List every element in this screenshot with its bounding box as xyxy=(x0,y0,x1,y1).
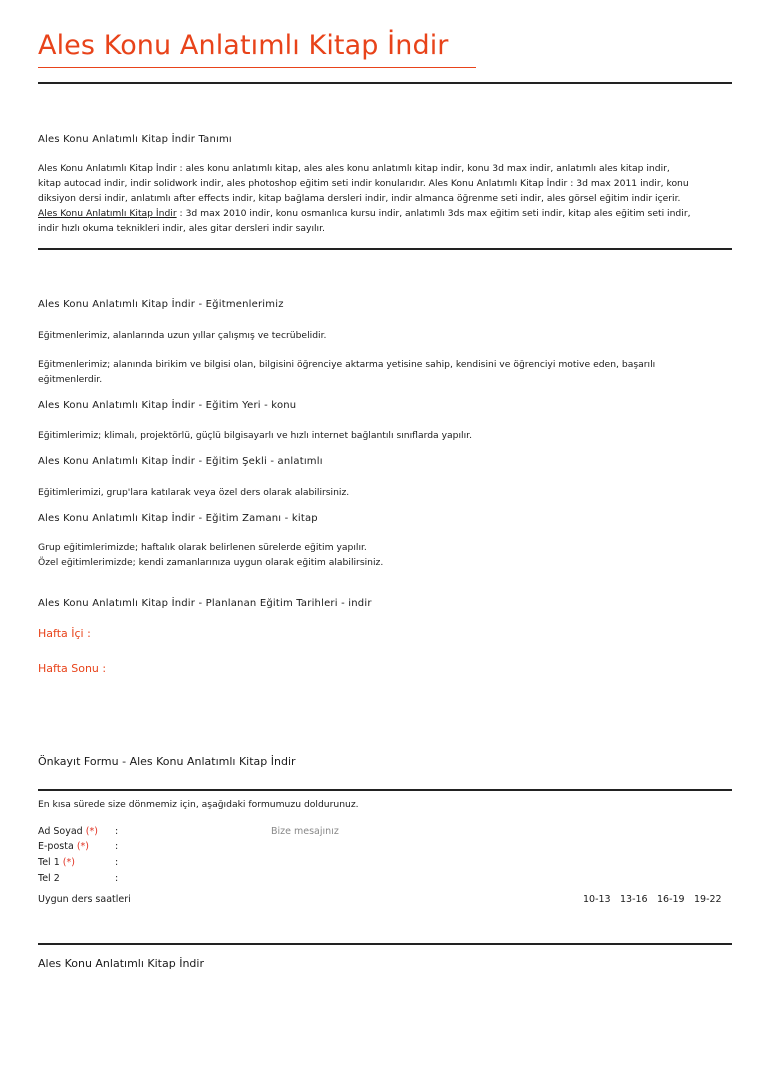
hours-label: Uygun ders saatleri xyxy=(38,894,131,905)
divider-footer xyxy=(38,943,732,945)
tanim-line-5: indir hızlı okuma teknikleri indir, ales gitar dersleri indir sayılır. xyxy=(38,223,325,234)
sekil-heading: Ales Konu Anlatımlı Kitap İndir - Eğitim Şekli - anlatımlı xyxy=(38,456,323,467)
egitmen-p2: Eğitmenlerimiz; alanında birikim ve bilgisi olan, bilgisini öğrenciye aktarma yetisine sahip, kendisini ve öğrenciyi motive eden, başarılı eğitmenlerdir. xyxy=(38,359,656,385)
divider-form xyxy=(38,789,732,791)
form-intro: En kısa sürede size dönmemiz için, aşağıdaki formumuzu doldurunuz. xyxy=(38,799,359,810)
tanim-link[interactable]: Ales Konu Anlatımlı Kitap İndir xyxy=(38,208,177,219)
required-mark: (*) xyxy=(76,841,89,852)
hour-option-10-13[interactable]: 10-13 xyxy=(583,894,611,905)
field-label-ad-soyad[interactable]: Ad Soyad (*) xyxy=(38,826,98,837)
zaman-paragraph: Grup eğitimlerimizde; haftalık olarak belirlenen sürelerde eğitim yapılır. Özel eğitimlerimizde; kendi zamanlarınıza uygun olarak eğitim alabilirsiniz. xyxy=(38,542,384,568)
zaman-heading: Ales Konu Anlatımlı Kitap İndir - Eğitim Zamanı - kitap xyxy=(38,513,318,524)
field-label-tel2[interactable]: Tel 2 xyxy=(38,873,60,884)
required-mark: (*) xyxy=(85,826,98,837)
hour-option-13-16[interactable]: 13-16 xyxy=(620,894,648,905)
tanim-line-1: Ales Konu Anlatımlı Kitap İndir : ales konu anlatımlı kitap, ales ales konu anlatımlı kitap indir, konu 3d max indir, anlatımlı ales kitap indir, xyxy=(38,163,670,174)
tanim-heading: Ales Konu Anlatımlı Kitap İndir Tanımı xyxy=(38,134,232,145)
divider-top xyxy=(38,82,732,84)
form-title: Önkayıt Formu - Ales Konu Anlatımlı Kitap İndir xyxy=(38,755,296,768)
hour-option-16-19[interactable]: 16-19 xyxy=(657,894,685,905)
tanim-paragraph xyxy=(38,161,732,236)
page-title: Ales Konu Anlatımlı Kitap İndir xyxy=(38,30,449,61)
field-label-eposta[interactable]: E-posta (*) xyxy=(38,841,89,852)
footer-text: Ales Konu Anlatımlı Kitap İndir xyxy=(38,957,204,970)
sekil-paragraph: Eğitimlerimizi, grup'lara katılarak veya özel ders olarak alabilirsiniz. xyxy=(38,487,350,498)
field-label-tel1[interactable]: Tel 1 (*) xyxy=(38,857,75,868)
hafta-sonu-label: Hafta Sonu : xyxy=(38,662,107,675)
yer-paragraph: Eğitimlerimiz; klimalı, projektörlü, güçlü bilgisayarlı ve hızlı internet bağlantılı sınıflarda yapılır. xyxy=(38,430,472,441)
title-underline xyxy=(38,67,476,68)
required-mark: (*) xyxy=(62,857,75,868)
tanim-line-4: Ales Konu Anlatımlı Kitap İndir : 3d max 2010 indir, konu osmanlıca kursu indir, anlatımlı 3ds max eğitim seti indir, kitap ales eğitim seti indir, xyxy=(38,208,691,219)
egitmen-p1: Eğitmenlerimiz, alanlarında uzun yıllar çalışmış ve tecrübelidir. xyxy=(38,330,327,341)
hour-option-19-22[interactable]: 19-22 xyxy=(694,894,722,905)
yer-heading: Ales Konu Anlatımlı Kitap İndir - Eğitim Yeri - konu xyxy=(38,400,297,411)
message-textarea[interactable]: Bize mesajınız xyxy=(271,826,339,837)
egitmen-heading: Ales Konu Anlatımlı Kitap İndir - Eğitmenlerimiz xyxy=(38,299,284,310)
tarih-heading: Ales Konu Anlatımlı Kitap İndir - Planlanan Eğitim Tarihleri - indir xyxy=(38,598,372,609)
tanim-line-3: diksiyon dersi indir, anlatımlı after effects indir, kitap bağlama dersleri indir, indir almanca öğrenme seti indir, ales görsel eğitim indir içerir. xyxy=(38,193,681,204)
hafta-ici-label: Hafta İçi : xyxy=(38,627,91,640)
divider-tanim xyxy=(38,248,732,250)
tanim-line-2: kitap autocad indir, indir solidwork indir, ales photoshop eğitim seti indir konularıdır. Ales Konu Anlatımlı Kitap İndir : 3d max 2011 indir, konu xyxy=(38,178,689,189)
